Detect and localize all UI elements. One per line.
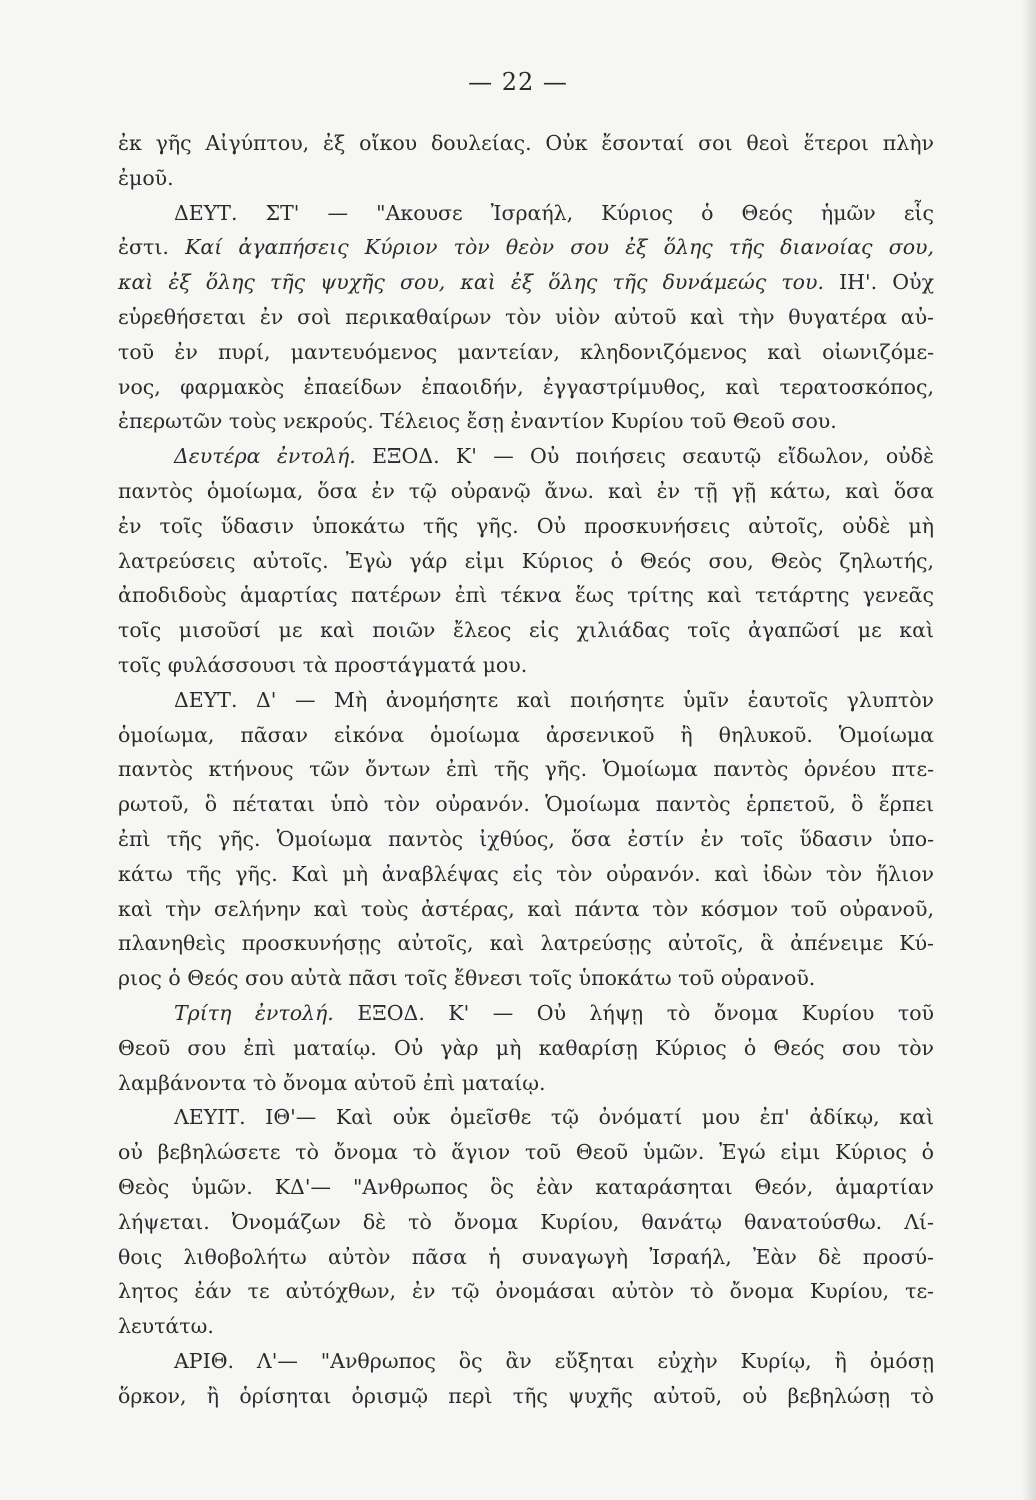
text-segment: θοις λιθοβολήτω αὐτὸν πᾶσα ἡ συναγωγὴ Ἰσραήλ, Ἐὰν δὲ προσύ- [118, 1244, 934, 1269]
text-line [118, 822, 934, 857]
text-segment: ὅρκον, ἢ ὁρίσηται ὁρισμῷ περὶ τῆς ψυχῆς αὐτοῦ, οὐ βεβηλώσῃ τὸ [118, 1383, 934, 1408]
text-segment: ΑΡΙΘ. Λ'— "Ανθρωπος ὃς ἂν εὔξηται εὐχὴν Κυρίῳ, ἢ ὀμόσῃ [174, 1348, 934, 1373]
text-segment: ἐστι. [118, 235, 186, 260]
text-segment: καὶ τὴν σελήνην καὶ τοὺς ἀστέρας, καὶ πάντα τὸν κόσμον τοῦ οὐρανοῦ, [118, 896, 934, 921]
text-segment: Θεὸς ὑμῶν. ΚΔ'— "Ανθρωπος ὃς ἐὰν καταράσηται Θεόν, ἁμαρτίαν [118, 1174, 934, 1199]
text-line [118, 230, 934, 265]
text-segment: λητος ἐάν τε αὐτόχθων, ἐν τῷ ὀνομάσαι αὐτὸν τὸ ὄνομα Κυρίου, τε- [118, 1279, 934, 1304]
italic-phrase: Καί ἀγαπήσεις Κύριον τὸν θεὸν σου ἐξ ὅλης τῆς διανοίας σου, [185, 235, 935, 260]
italic-phrase: καὶ ἐξ ὅλης τῆς ψυχῆς σου, καὶ ἐξ ὅλης τῆς δυνάμεώς του. [118, 270, 824, 295]
text-line [118, 613, 934, 648]
text-line [118, 439, 934, 474]
text-segment: ΙΗ'. Οὐχ [823, 270, 934, 295]
text-segment: ἀποδιδοὺς ἁμαρτίας πατέρων ἐπὶ τέκνα ἕως τρίτης καὶ τετάρτης γενεᾶς [118, 583, 934, 608]
text-line [118, 196, 934, 231]
text-segment: πλανηθεὶς προσκυνήσῃς αὐτοῖς, καὶ λατρεύσῃς αὐτοῖς, ἃ ἀπένειμε Κύ- [118, 931, 934, 956]
text-line [118, 892, 934, 927]
text-segment: λευτάτω. [118, 1314, 214, 1339]
text-line [118, 996, 934, 1031]
text-segment: κάτω τῆς γῆς. Καὶ μὴ ἀναβλέψας εἰς τὸν οὐρανόν. καὶ ἰδὼν τὸν ἥλιον [118, 861, 934, 886]
text-line [118, 1170, 934, 1205]
text-line [118, 1066, 934, 1101]
text-line [118, 787, 934, 822]
text-segment: ἐκ γῆς Αἰγύπτου, ἐξ οἴκου δουλείας. Οὐκ ἔσονταί σοι θεοὶ ἕτεροι πλὴν [118, 131, 934, 155]
text-segment: ὁμοίωμα, πᾶσαν εἰκόνα ὁμοίωμα ἀρσενικοῦ ἢ θηλυκοῦ. Ὁμοίωμα [118, 722, 934, 747]
text-segment: ριος ὁ Θεός σου αὐτὰ πᾶσι τοῖς ἔθνεσι τοῖς ὑποκάτω τοῦ οὐρανοῦ. [118, 966, 816, 991]
text-line [118, 578, 934, 613]
text-line [118, 683, 934, 718]
text-segment: τοῖς μισοῦσί με καὶ ποιῶν ἔλεος εἰς χιλιάδας τοῖς ἀγαπῶσί με καὶ [118, 618, 934, 643]
text-line [118, 752, 934, 787]
italic-phrase: Τρίτη ἐντολή. [174, 1000, 334, 1025]
text-line [118, 1379, 934, 1414]
text-line [118, 1309, 934, 1344]
text-line [118, 404, 934, 439]
text-line [118, 370, 934, 405]
text-line [118, 126, 934, 161]
italic-phrase: Δευτέρα ἐντολή. [174, 444, 356, 469]
text-segment: ρωτοῦ, ὃ πέταται ὑπὸ τὸν οὐρανόν. Ὁμοίωμα παντὸς ἑρπετοῦ, ὃ ἕρπει [118, 792, 934, 817]
text-line [118, 1344, 934, 1379]
text-line [118, 335, 934, 370]
text-segment: παντὸς κτήνους τῶν ὄντων ἐπὶ τῆς γῆς. Ὁμοίωμα παντὸς ὀρνέου πτε- [118, 757, 934, 782]
text-segment: παντὸς ὁμοίωμα, ὅσα ἐν τῷ οὐρανῷ ἄνω. καὶ ἐν τῇ γῇ κάτω, καὶ ὅσα [118, 478, 934, 503]
text-segment: λαμβάνοντα τὸ ὄνομα αὐτοῦ ἐπὶ ματαίῳ. [118, 1070, 546, 1095]
text-segment: ΔΕΥΤ. ΣΤ' — "Ακουσε Ἰσραήλ, Κύριος ὁ Θεός ἡμῶν εἷς [174, 200, 934, 225]
body-text [118, 126, 934, 1413]
text-segment: ΔΕΥΤ. Δ' — Μὴ ἀνομήσητε καὶ ποιήσητε ὑμῖν ἑαυτοῖς γλυπτὸν [174, 687, 934, 712]
text-line [118, 926, 934, 961]
text-segment: Θεοῦ σου ἐπὶ ματαίῳ. Οὐ γὰρ μὴ καθαρίσῃ Κύριος ὁ Θεός σου τὸν [118, 1035, 934, 1060]
text-segment: λατρεύσεις αὐτοῖς. Ἐγὼ γάρ εἰμι Κύριος ὁ Θεός σου, Θεὸς ζηλωτής, [118, 548, 934, 573]
text-line [118, 1205, 934, 1240]
text-line [118, 1031, 934, 1066]
text-segment: νος, φαρμακὸς ἐπαείδων ἐπαοιδήν, ἐγγαστρίμυθος, καὶ τερατοσκόπος, [118, 374, 934, 399]
text-line [118, 509, 934, 544]
text-line [118, 265, 934, 300]
text-line [118, 474, 934, 509]
text-line [118, 1100, 934, 1135]
page-edge-shadow [1022, 0, 1036, 1500]
text-segment: τοῦ ἐν πυρί, μαντευόμενος μαντείαν, κληδονιζόμενος καὶ οἰωνιζόμε- [118, 339, 934, 364]
text-line [118, 857, 934, 892]
text-segment: ἐπὶ τῆς γῆς. Ὁμοίωμα παντὸς ἰχθύος, ὅσα ἐστίν ἐν τοῖς ὕδασιν ὑπο- [118, 826, 934, 851]
text-line [118, 1135, 934, 1170]
text-segment: λήψεται. Ὀνομάζων δὲ τὸ ὄνομα Κυρίου, θανάτῳ θανατούσθω. Λί- [118, 1209, 934, 1234]
text-line [118, 300, 934, 335]
text-segment: ΕΞΟΔ. Κ' — Οὐ ποιήσεις σεαυτῷ εἴδωλον, οὐδὲ [355, 444, 934, 469]
text-line [118, 544, 934, 579]
text-segment: ΕΞΟΔ. Κ' — Οὐ λήψῃ τὸ ὄνομα Κυρίου τοῦ [333, 1000, 934, 1025]
text-segment: ἐν τοῖς ὕδασιν ὑποκάτω τῆς γῆς. Οὐ προσκυνήσεις αὐτοῖς, οὐδὲ μὴ [118, 513, 934, 538]
text-segment: ΛΕΥΙΤ. ΙΘ'— Καὶ οὐκ ὀμεῖσθε τῷ ὀνόματί μου ἐπ' ἀδίκῳ, καὶ [174, 1105, 934, 1130]
text-line [118, 161, 934, 196]
text-segment: εὑρεθήσεται ἐν σοὶ περικαθαίρων τὸν υἱὸν αὐτοῦ καὶ τὴν θυγατέρα αὐ- [118, 304, 934, 329]
text-line [118, 1240, 934, 1275]
text-segment: οὐ βεβηλώσετε τὸ ὄνομα τὸ ἅγιον τοῦ Θεοῦ ὑμῶν. Ἐγώ εἰμι Κύριος ὁ [118, 1140, 934, 1165]
page-number: — 22 — [468, 68, 568, 96]
text-segment: τοῖς φυλάσσουσι τὰ προστάγματά μου. [118, 652, 528, 677]
text-line [118, 648, 934, 683]
text-line [118, 718, 934, 753]
text-segment: ἐπερωτῶν τοὺς νεκρούς. Τέλειος ἔσῃ ἐναντίον Κυρίου τοῦ Θεοῦ σου. [118, 409, 837, 434]
text-line [118, 1274, 934, 1309]
text-line [118, 961, 934, 996]
text-segment: ἐμοῦ. [118, 165, 174, 190]
